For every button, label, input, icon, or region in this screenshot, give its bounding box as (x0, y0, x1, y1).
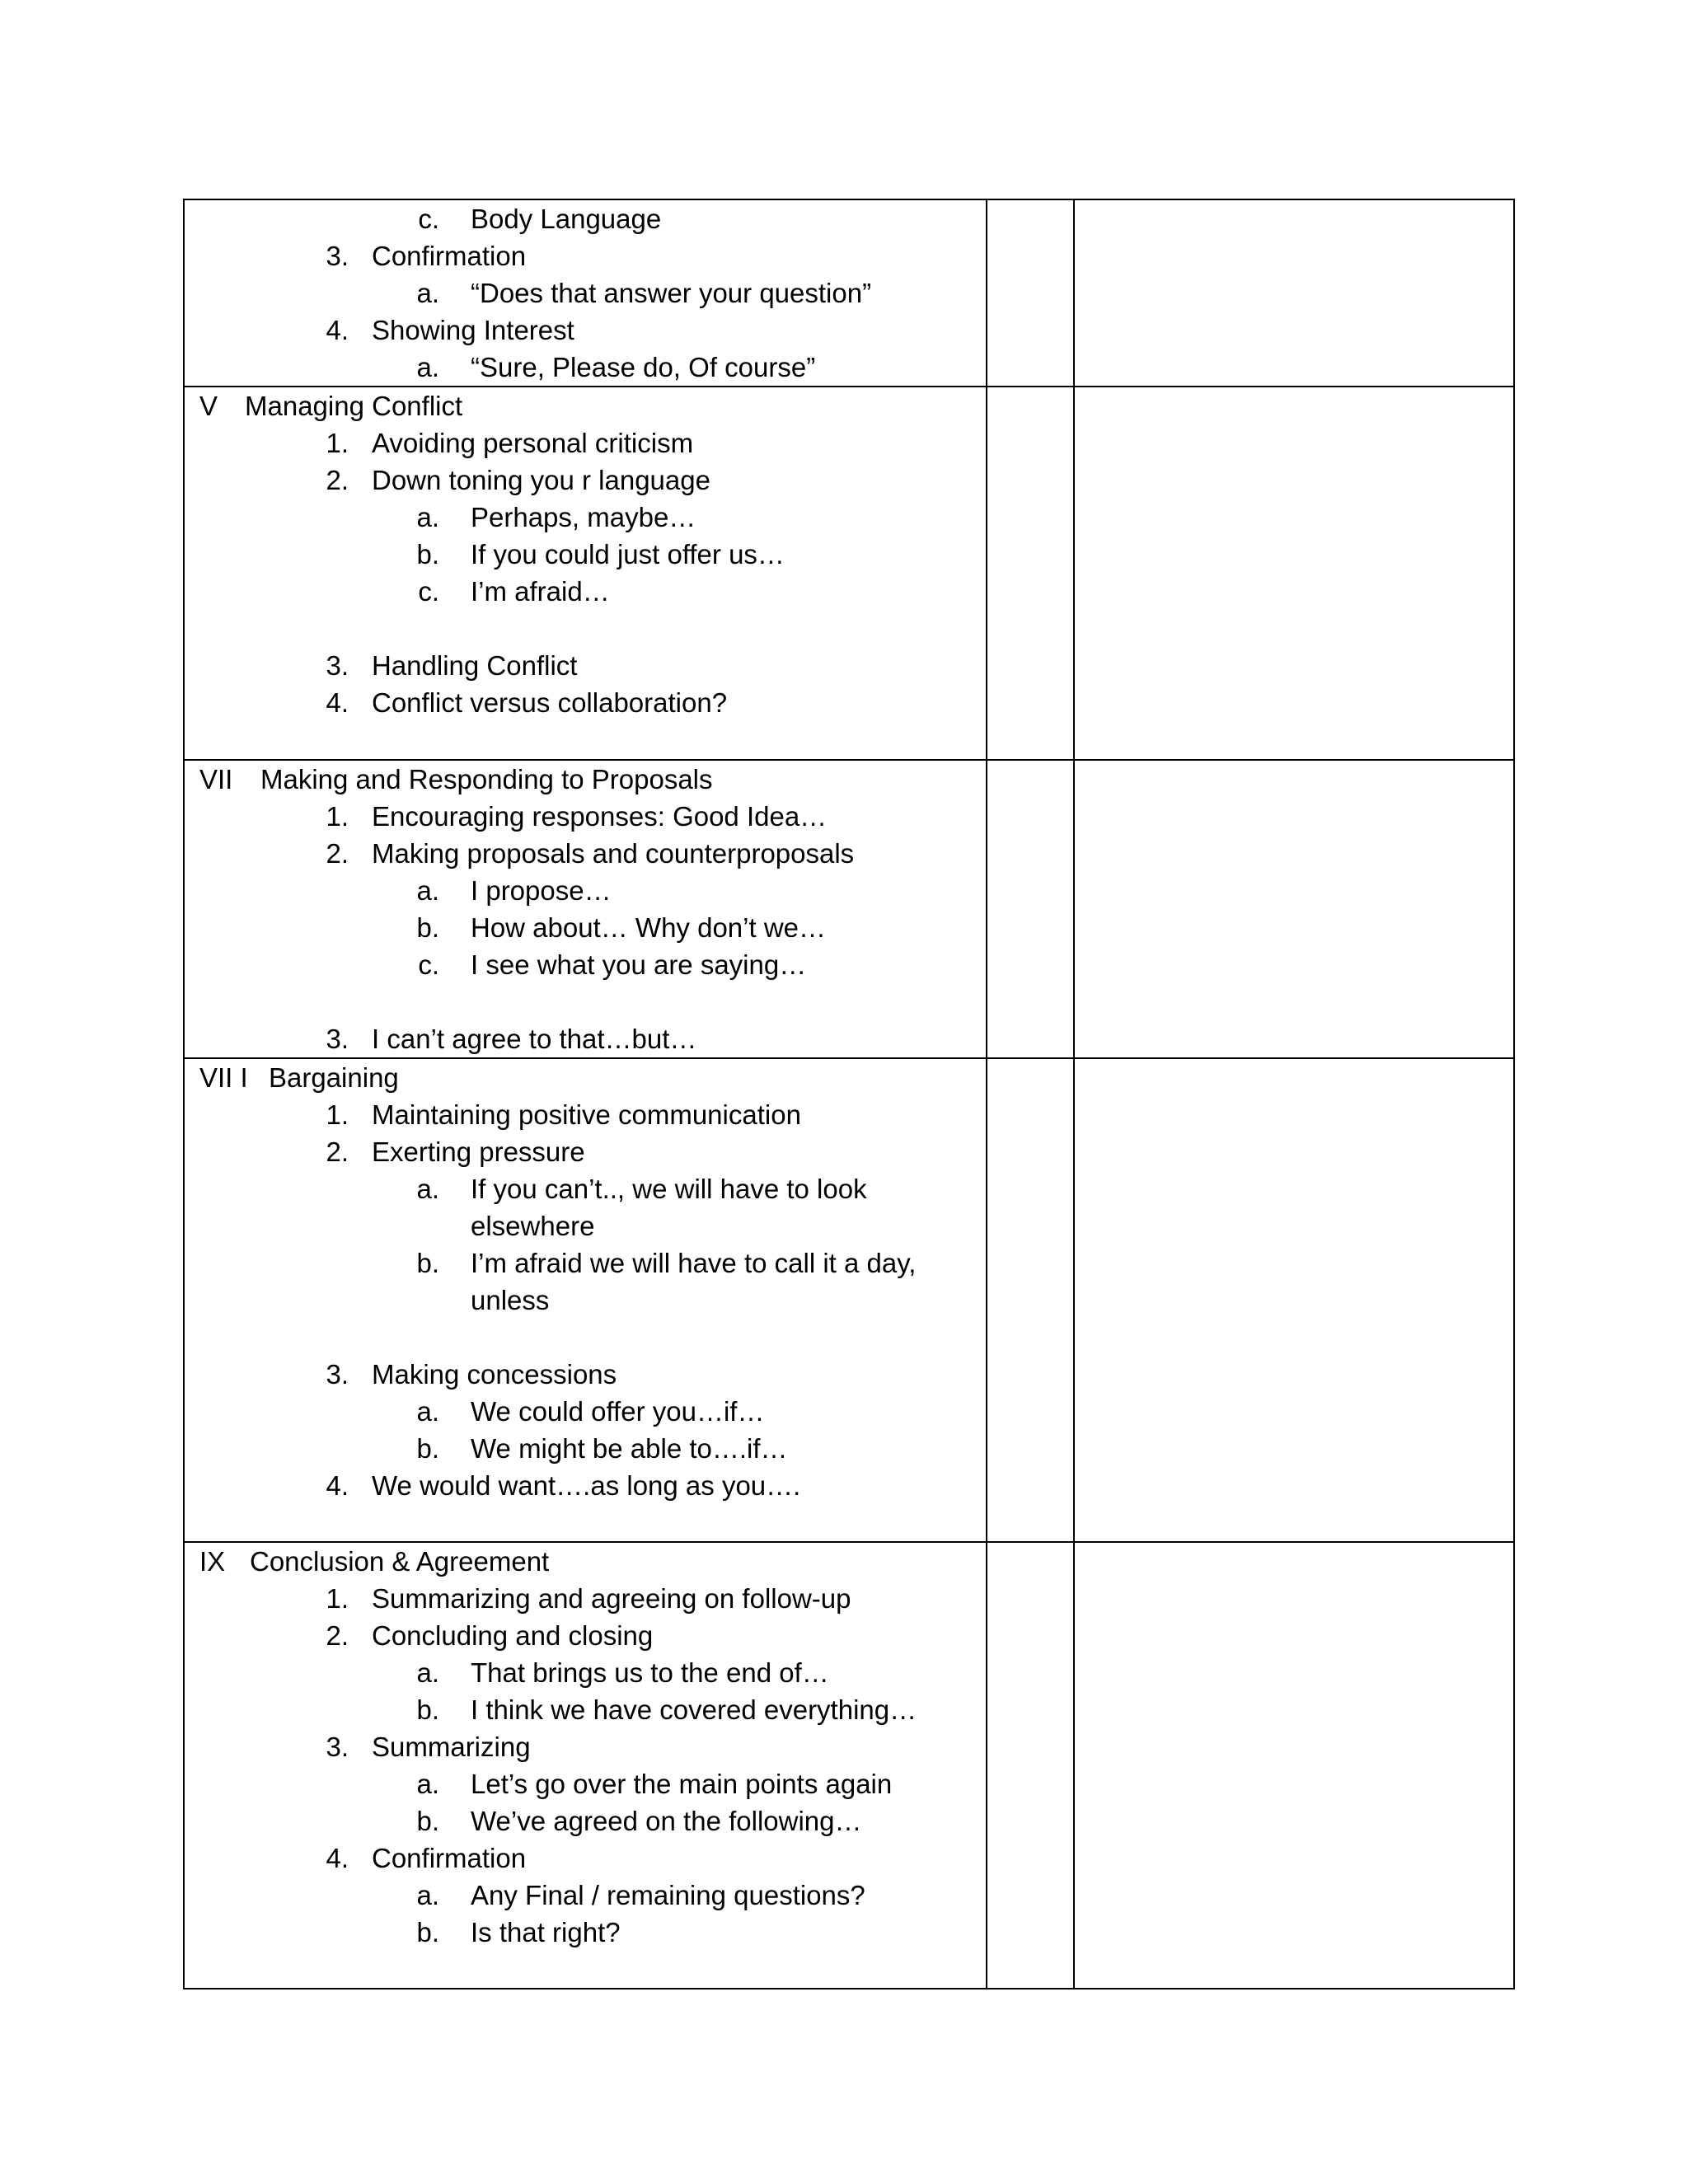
list-item: 3. Summarizing (326, 1732, 531, 1762)
outline-cell (184, 387, 987, 760)
list-item: 2. Concluding and closing (326, 1620, 654, 1651)
list-item: a. Let’s go over the main points again (416, 1769, 893, 1799)
list-item: a. Any Final / remaining questions? (416, 1880, 865, 1910)
table-row (184, 760, 1514, 1058)
outline-table (183, 199, 1515, 1990)
list-item-continuation: elsewhere (471, 1211, 595, 1241)
list-item: b. Is that right? (416, 1917, 621, 1947)
empty-cell (987, 1058, 1074, 1542)
empty-cell (987, 1542, 1074, 1989)
list-item: 3. Handling Conflict (326, 650, 578, 681)
outline-cell (184, 1542, 987, 1989)
empty-cell (987, 387, 1074, 760)
list-item: a. Perhaps, maybe… (416, 502, 696, 532)
list-item-continuation: unless (471, 1285, 550, 1315)
table-row (184, 1058, 1514, 1542)
list-item: b. How about… Why don’t we… (416, 912, 827, 943)
list-item: 1. Encouraging responses: Good Idea… (326, 801, 828, 832)
list-item: c. I see what you are saying… (418, 949, 807, 980)
empty-cell (987, 760, 1074, 1058)
table-row (184, 387, 1514, 760)
list-item: b. I think we have covered everything… (416, 1694, 917, 1725)
outline-cell (184, 760, 987, 1058)
list-item: 1. Maintaining positive communication (326, 1099, 801, 1130)
list-item: b. I’m afraid we will have to call it a day, (416, 1248, 917, 1278)
list-item: c. I’m afraid… (418, 576, 610, 607)
table-row (184, 1542, 1514, 1989)
list-item: a. If you can’t.., we will have to look (416, 1174, 867, 1204)
list-item: c. Body Language (418, 204, 662, 234)
section-heading: V Managing Conflict (199, 391, 463, 421)
list-item: 4. Showing Interest (326, 315, 574, 345)
list-item: b. We’ve agreed on the following… (416, 1806, 862, 1836)
empty-cell (1074, 1058, 1514, 1542)
list-item: 1. Avoiding personal criticism (326, 428, 694, 458)
list-item: b. We might be able to….if… (416, 1433, 788, 1464)
list-item: a. We could offer you…if… (416, 1396, 765, 1427)
list-item: 4. Conflict versus collaboration? (326, 687, 728, 718)
list-item: b. If you could just offer us… (416, 539, 785, 569)
empty-cell (1074, 387, 1514, 760)
list-item: 2. Down toning you r language (326, 465, 710, 495)
list-item: 3. Confirmation (326, 241, 527, 271)
list-item: 3. Making concessions (326, 1359, 617, 1390)
list-item: 4. Confirmation (326, 1843, 527, 1873)
list-item: 1. Summarizing and agreeing on follow-up (326, 1583, 851, 1614)
section-heading: IX Conclusion & Agreement (199, 1546, 550, 1577)
list-item: a. That brings us to the end of… (416, 1657, 829, 1688)
empty-cell (1074, 1542, 1514, 1989)
outline-cell (184, 199, 987, 387)
section-heading: VII I Bargaining (199, 1062, 399, 1093)
list-item: a. “Does that answer your question” (416, 278, 872, 308)
list-item: a. “Sure, Please do, Of course” (416, 352, 816, 382)
list-item: 2. Exerting pressure (326, 1137, 585, 1167)
empty-cell (1074, 760, 1514, 1058)
list-item: 3. I can’t agree to that…but… (326, 1024, 697, 1054)
table-row (184, 199, 1514, 387)
list-item: 2. Making proposals and counterproposals (326, 838, 855, 869)
section-heading: VII Making and Responding to Proposals (199, 764, 713, 794)
outline-cell (184, 1058, 987, 1542)
empty-cell (987, 199, 1074, 387)
list-item: a. I propose… (416, 875, 612, 906)
list-item: 4. We would want….as long as you…. (326, 1470, 801, 1501)
empty-cell (1074, 199, 1514, 387)
